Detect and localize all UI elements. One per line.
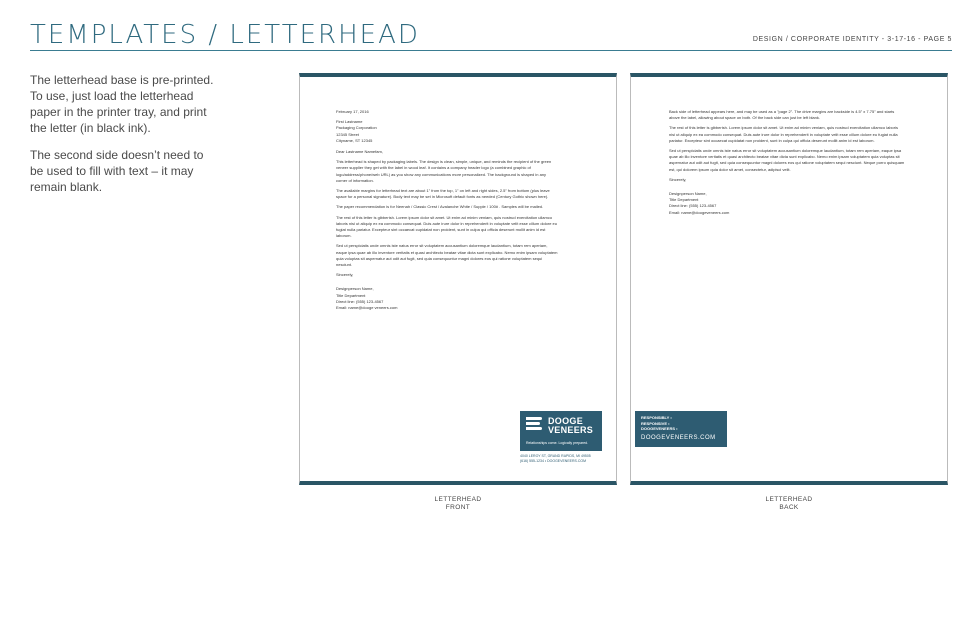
body-paragraph: The available margins for letterhead text are about 1" from the top, 1" on left and right sides, 2.5" from bottom (plus leave space for a personal signature). Body text may be set in Microsoft default fonts as needed (Century Gothic shown here). (336, 188, 550, 200)
signature-line: Designperson Name, (669, 191, 707, 197)
recipient-line: Packaging Corporation (336, 125, 377, 131)
back-label-lines: RESPONSIBLY • RESPONSIVE • DOOGEVENEERS • (641, 415, 678, 431)
body-paragraph: The paper recommendation is for Neenah / Classic Crest / Avalanche White / Supple / 100# . Samples will be mailed. (336, 204, 544, 210)
body-paragraph: The rest of this letter is gibberish. Lorem ipsum dolor sit amet. Ut enim ad minim veniam, quis nostrud exercitation ullamco laboris nisi ut aliquip ex ea commodo consequat. Duis aute irure dolor in reprehenderit in voluptate velit esse cillum dolore eu fugiat nulla pariatur. Excepteur sint occaecat cupidatat non proident, sunt in culpa qui officia deserunt mollit anim id est laborum. (669, 125, 898, 143)
section-label: DESIGN / CORPORATE IDENTITY - 3-17-16 - PAGE 5 (752, 36, 952, 43)
recipient-line: First Lastname (336, 119, 363, 125)
intro-paragraph-1: The letterhead base is pre-printed. To use, just load the letterhead paper in the printer tray, and print the letter (in black ink). (30, 73, 214, 135)
signature-line: Direct line: (555) 123-4567 (336, 298, 384, 304)
body-paragraph: Sed ut perspiciatis unde omnis iste natus error sit voluptatem accusantium doloremque laudantium, totam rem aperiam, eaque ipsa quae ab illo inventore veritatis et quasi architecto beatae vitae dicta sunt explicabo. Nemo enim ipsam voluptatem quia voluptas sit aspernatur aut odit aut fugit, sed quia consequuntur magni dolores eos qui ratione voluptatem sequi nesciunt. Neque porro quisquam est, qui dolorem ipsum quia dolor sit amet, consectetur, adipisci velit. (669, 148, 905, 172)
letterhead-back (630, 73, 948, 485)
signature-block (336, 286, 558, 311)
letter-date: February 17, 2016 (336, 109, 369, 114)
logo-address: 4040 LEROY ST, GRAND RAPIDS, MI 49505 (616) 555-1234 • DOOGEVENEERS.COM (520, 454, 591, 463)
body-paragraph: This letterhead is shaped by packaging labels. The design is clean, simple, unique, and reminds the recipient of the green veneer supplier they get with the label in wood leaf. It contains a company header logo (a combined graphic of logo/address/phone/web URL) as you show any communications more personalized. The background is shaped in any corner of information. (336, 159, 552, 183)
caption-front: LETTERHEAD FRONT (434, 496, 482, 511)
signature-line: Designperson Name, (336, 286, 374, 292)
letter-body-front (336, 109, 558, 311)
caption-back: LETTERHEAD BACK (765, 496, 813, 511)
intro-text (30, 72, 220, 206)
recipient-line: Cityname, ST 12345 (336, 137, 373, 143)
signature-block (669, 191, 905, 216)
body-paragraph: Sed ut perspiciatis unde omnis iste natus error sit voluptatem accusantium doloremque laudantium, totam rem aperiam, eaque ipsa quae ab illo inventore veritatis et quasi architecto beatae vitae dicta sunt explicabo. Nemo enim ipsam voluptatem quia voluptas sit aspernatur aut odit aut fugit, sed quia consequuntur magni dolores eos qui ratione voluptatem sequi nesciunt. (336, 243, 558, 268)
page-title: TEMPLATES / LETTERHEAD (30, 20, 420, 50)
signature-line: Direct line: (555) 123-4567 (669, 203, 717, 209)
recipient-block (336, 119, 558, 144)
company-logo (520, 411, 602, 451)
header-rule (30, 50, 952, 51)
signature-line: Email: name@doogeveneers.com (669, 209, 730, 215)
body-paragraph: The rest of this letter is gibberish. Lorem ipsum dolor sit amet. Ut enim ad minim veniam, quis nostrud exercitation ullamco laboris nisi ut aliquip ex ea commodo consequat. Duis aute irure dolor in reprehenderit in voluptate velit esse cillum dolore eu fugiat nulla pariatur. Excepteur sint occaecat cupidatat non proident, sunt in culpa qui officia deserunt mollit anim id est laborum. (336, 214, 558, 239)
salutation: Dear Lastname Namefam, (336, 149, 383, 155)
logo-tagline: Relationships come. Logically prepared. (526, 441, 589, 445)
letterhead-front (299, 73, 617, 485)
signature-line: Title Department (336, 292, 366, 298)
letter-body-back (669, 109, 905, 216)
closing: Sincerely, (669, 176, 687, 182)
intro-paragraph-2: The second side doesn’t need to be used to fill with text – it may remain blank. (30, 148, 204, 194)
logo-mark-icon (526, 417, 544, 435)
back-intro: Back side of letterhead appears here, and may be used as a "page 2". The drive margins are backside is 4.5" x 7.75" and starts above the label, allowing about space on both. Of the back side can just be left blank. (669, 109, 895, 121)
closing: Sincerely, (336, 272, 354, 278)
signature-line: Title Department (669, 197, 699, 203)
recipient-line: 12345 Street (336, 131, 359, 137)
back-label-url: DOOGEVENEERS.COM (641, 435, 716, 441)
back-label (635, 411, 727, 447)
signature-line: Email: name@dooge veneers.com (336, 305, 398, 311)
logo-name: DOOGE VENEERS (548, 416, 594, 435)
